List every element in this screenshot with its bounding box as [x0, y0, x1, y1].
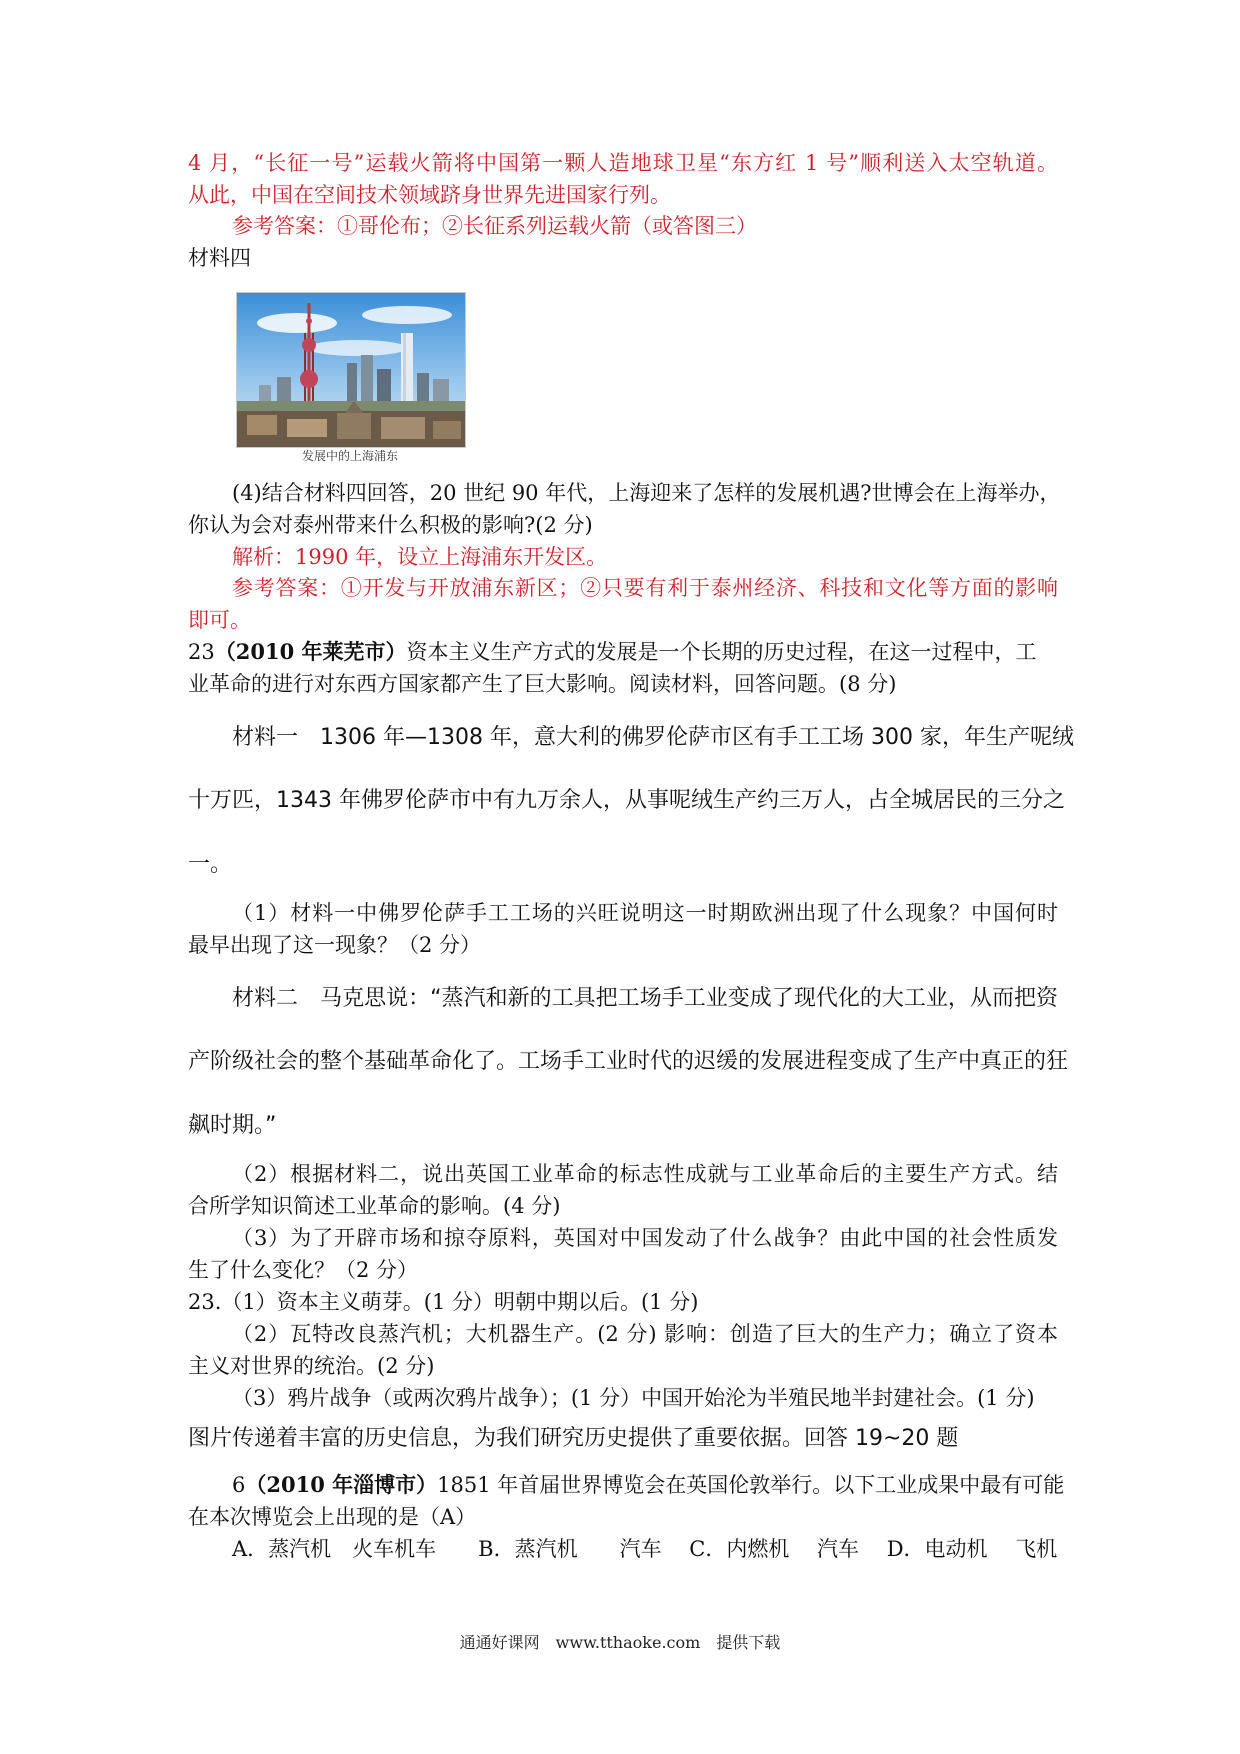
question-source: （2010 年淄博市）: [245, 1472, 438, 1497]
answer-text: （2）瓦特改良蒸汽机；大机器生产。(2 分) 影响：创造了巨大的生产力；确立了资本: [232, 1322, 1058, 1346]
question-text: 业革命的进行对东西方国家都产生了巨大影响。阅读材料，回答问题。(8 分): [188, 672, 897, 696]
question-text: 生了什么变化？（2 分）: [188, 1258, 419, 1282]
pudong-skyline-photo: [236, 292, 466, 448]
answer-text-line: 4 月，“长征一号”运载火箭将中国第一颗人造地球卫星“东方红 1 号”顺利送入太空轨道。: [188, 151, 1058, 175]
reference-answer: 参考答案：①开发与开放浦东新区；②只要有利于泰州经济、科技和文化等方面的影响: [232, 576, 1058, 600]
material-two-text: 飙时期。”: [188, 1113, 277, 1138]
answer-text: （3）鸦片战争（或两次鸦片战争）；(1 分）中国开始沦为半殖民地半封建社会。(1 分): [232, 1386, 1035, 1410]
answer-text: 主义对世界的统治。(2 分): [188, 1354, 435, 1378]
material-four-heading: 材料四: [188, 246, 251, 270]
material-one-text: 一。: [188, 852, 233, 877]
question-text: （3）为了开辟市场和掠夺原料，英国对中国发动了什么战争？由此中国的社会性质发: [232, 1226, 1058, 1250]
question-text: 资本主义生产方式的发展是一个长期的历史过程，在这一过程中，工: [406, 640, 1037, 664]
question-text: 最早出现了这一现象？（2 分）: [188, 933, 482, 957]
question-6-heading: [232, 1470, 1065, 1500]
reference-answer: 参考答案：①哥伦布；②长征系列运载火箭（或答图三）: [232, 214, 757, 238]
pudong-skyline-image: [237, 293, 465, 447]
question-source: （2010 年莱芜市）: [214, 639, 407, 664]
question-text: 1851 年首届世界博览会在英国伦敦举行。以下工业成果中最有可能: [437, 1473, 1065, 1497]
answer-text-line: 从此，中国在空间技术领域跻身世界先进国家行列。: [188, 183, 671, 207]
material-two-text: 材料二 马克思说：“蒸汽和新的工具把工场手工业变成了现代化的大工业，从而把资: [232, 986, 1058, 1011]
section-intro: 图片传递着丰富的历史信息，为我们研究历史提供了重要依据。回答 19~20 题: [188, 1426, 959, 1451]
question-number: 6: [232, 1473, 246, 1497]
material-two-text: 产阶级社会的整个基础革命化了。工场手工业时代的迟缓的发展进程变成了生产中真正的狂: [188, 1049, 1069, 1074]
question-number: 23: [188, 640, 215, 664]
question-text: 你认为会对泰州带来什么积极的影响?(2 分): [188, 513, 593, 537]
question-text: 合所学知识简述工业革命的影响。(4 分): [188, 1194, 561, 1218]
question-text: (4)结合材料四回答，20 世纪 90 年代，上海迎来了怎样的发展机遇?世博会在上海举办，: [232, 481, 1061, 505]
analysis-text: 解析：1990 年，设立上海浦东开发区。: [232, 545, 608, 569]
page-footer: 通通好课网 www.tthaoke.com 提供下载: [459, 1633, 781, 1652]
question-23-heading: [188, 637, 1058, 667]
answer-text: 23.（1）资本主义萌芽。(1 分）明朝中期以后。(1 分): [188, 1290, 699, 1314]
answer-options: A．蒸汽机 火车机车 B．蒸汽机 汽车 C．内燃机 汽车 D．电动机 飞机: [232, 1537, 1058, 1561]
material-one-text: 十万匹，1343 年佛罗伦萨市中有九万余人，从事呢绒生产约三万人，占全城居民的三分之: [188, 788, 1065, 813]
question-text: （1）材料一中佛罗伦萨手工工场的兴旺说明这一时期欧洲出现了什么现象？中国何时: [232, 901, 1058, 925]
material-one-text: 材料一 1306 年—1308 年，意大利的佛罗伦萨市区有手工工场 300 家，年生产呢绒: [232, 725, 1074, 750]
question-text: 在本次博览会上出现的是（A）: [188, 1505, 477, 1529]
question-text: （2）根据材料二，说出英国工业革命的标志性成就与工业革命后的主要生产方式。结: [232, 1162, 1058, 1186]
photo-caption: 发展中的上海浦东: [301, 449, 398, 463]
reference-answer: 即可。: [188, 608, 251, 632]
